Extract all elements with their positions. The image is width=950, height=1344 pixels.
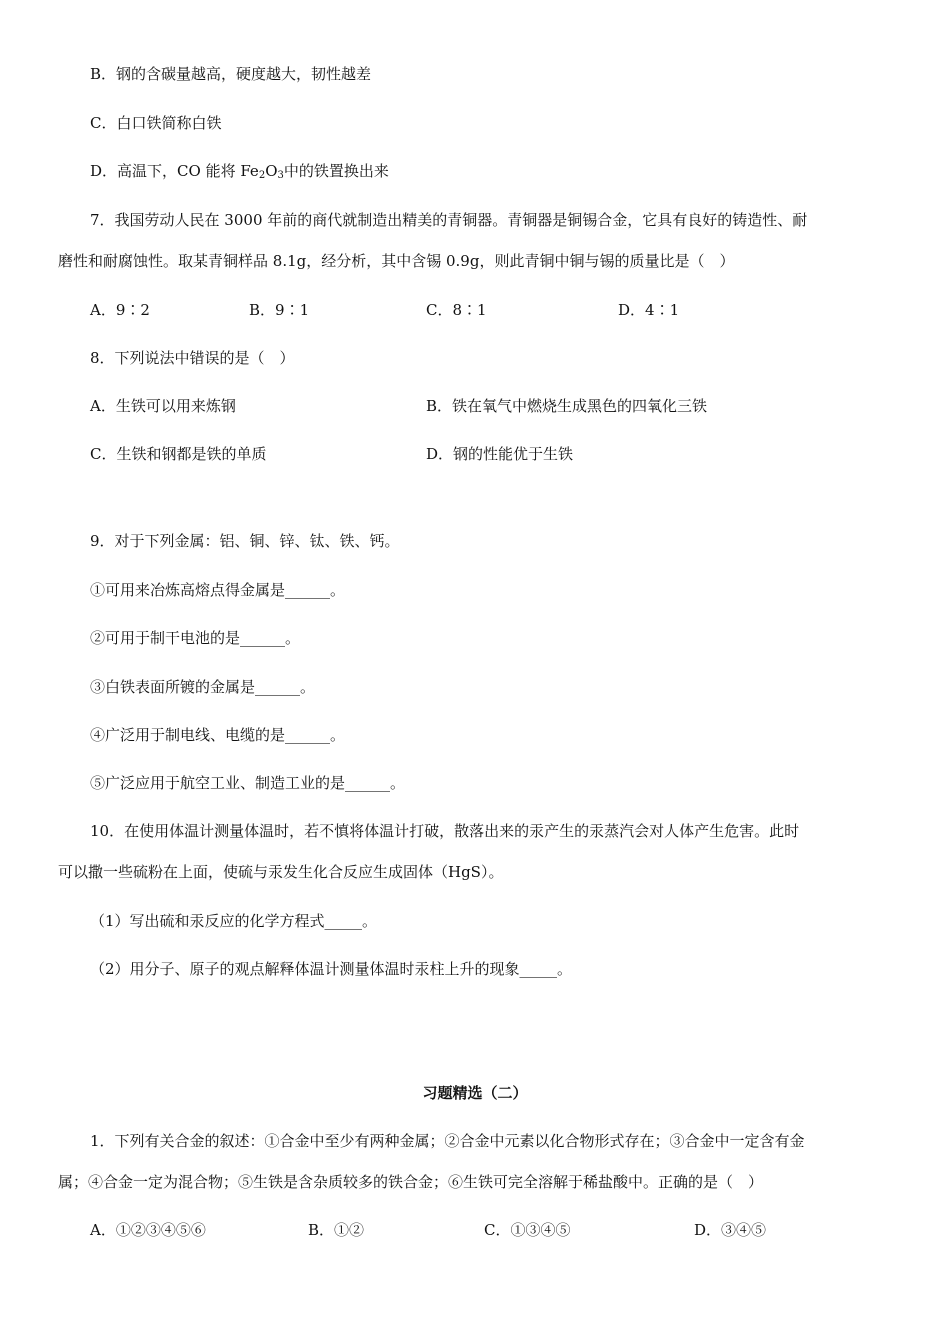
- q6-option-d-tail: 中的铁置换出来: [283, 162, 389, 180]
- q7-option-b: B．9∶1: [249, 301, 310, 319]
- q7-option-c: C．8∶1: [426, 301, 487, 319]
- q9-item-5: ⑤广泛应用于航空工业、制造工业的是______。: [90, 774, 406, 792]
- s2-q1-option-d: D．③④⑤: [694, 1221, 767, 1239]
- q9-item-1: ①可用来冶炼高熔点得金属是______。: [90, 581, 346, 599]
- q9-stem: 9．对于下列金属：铝、铜、锌、钛、铁、钙。: [90, 532, 400, 550]
- s2-q1-stem-line-1: 1．下列有关合金的叙述：①合金中至少有两种金属；②合金中元素以化合物形式存在；③合金中一定含有金: [90, 1132, 805, 1150]
- q6-formula-o: O: [265, 162, 278, 180]
- q8-option-c: C．生铁和钢都是铁的单质: [90, 445, 267, 463]
- q9-item-2: ②可用于制干电池的是______。: [90, 629, 301, 647]
- q8-option-b: B．铁在氧气中燃烧生成黑色的四氧化三铁: [426, 397, 708, 415]
- section-title: 习题精选（二）: [422, 1084, 528, 1102]
- q6-option-b: B．钢的含碳量越高，硬度越大，韧性越差: [90, 65, 372, 83]
- q10-stem-line-1: 10．在使用体温计测量体温时，若不慎将体温计打破，散落出来的汞产生的汞蒸汽会对人体产生危害。此时: [90, 822, 800, 840]
- s2-q1-option-a: A．①②③④⑤⑥: [90, 1221, 206, 1239]
- q7-option-d: D．4∶1: [618, 301, 680, 319]
- q8-option-d: D．钢的性能优于生铁: [426, 445, 574, 463]
- q8-option-a: A．生铁可以用来炼钢: [90, 397, 236, 415]
- q9-item-4: ④广泛用于制电线、电缆的是______。: [90, 726, 346, 744]
- q6-option-d: [90, 161, 389, 181]
- q6-option-c: C．白口铁简称白铁: [90, 114, 222, 132]
- q9-item-3: ③白铁表面所镀的金属是______。: [90, 678, 316, 696]
- q6-option-d-text: D．高温下，CO 能将 Fe: [90, 162, 259, 180]
- q10-sub-question-1: （1）写出硫和汞反应的化学方程式_____。: [90, 912, 378, 930]
- q8-stem: 8．下列说法中错误的是（ ）: [90, 349, 295, 367]
- q6-formula-sub-1: 2: [258, 170, 266, 181]
- q10-sub-question-2: （2）用分子、原子的观点解释体温计测量体温时汞柱上升的现象_____。: [90, 960, 573, 978]
- q6-formula-sub-2: 3: [277, 170, 284, 181]
- s2-q1-option-b: B．①②: [308, 1221, 365, 1239]
- q7-stem-line-1: 7．我国劳动人民在 3000 年前的商代就制造出精美的青铜器。青铜器是铜锡合金，它具有良好的铸造性、耐: [90, 211, 808, 229]
- q10-stem-line-2: 可以撒一些硫粉在上面，使硫与汞发生化合反应生成固体（HgS）。: [58, 863, 504, 881]
- s2-q1-option-c: C．①③④⑤: [484, 1221, 571, 1239]
- s2-q1-stem-line-2: 属；④合金一定为混合物；⑤生铁是含杂质较多的铁合金；⑥生铁可完全溶解于稀盐酸中。正确的是（ ）: [58, 1173, 764, 1191]
- q7-option-a: A．9∶2: [90, 301, 150, 319]
- q7-stem-line-2: 磨性和耐腐蚀性。取某青铜样品 8.1g，经分析，其中含锡 0.9g，则此青铜中铜与锡的质量比是（ ）: [58, 252, 735, 270]
